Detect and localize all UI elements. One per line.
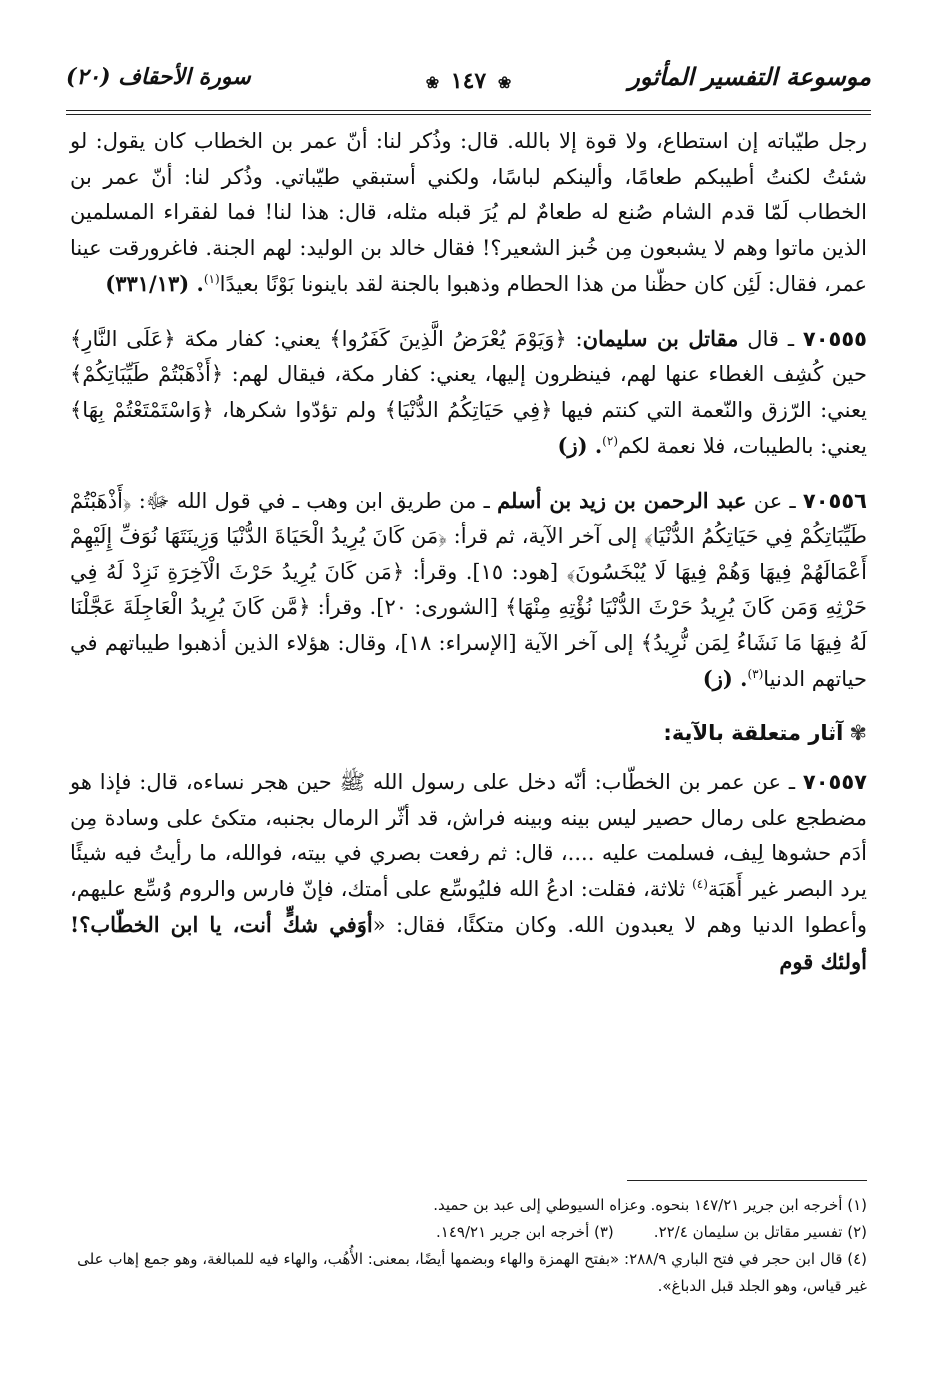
- reference: . (٣٣١/١٣): [105, 271, 204, 296]
- page-number-wrap: [422, 68, 516, 94]
- section-heading: [70, 716, 867, 752]
- footnote-marker: (٣): [747, 667, 764, 681]
- paragraph-text: ـ عن عمر بن الخطّاب: أنّه دخل على رسول الله ﷺ حين هجر نساءه، قال: فإذا هو مضطجع على رمال حصير ليس بينه وبينه فراش، قد أثّر الرمال بجنبه، متكئ على وسادة مِن أدَم حشوها لِيف، فسلمت عليه ....، قال: ثم رفعت بصري في بيته، فوالله، ما رأيتُ فيه شيئًا يرد البصر غير أَهَبَة: [70, 770, 867, 901]
- narration-number: ٧٠٥٥٥: [802, 326, 867, 351]
- narrator-name: عبد الرحمن بن زيد بن أسلم: [497, 487, 747, 513]
- footnote-rule: [627, 1180, 867, 1181]
- footnote-1: (١) أخرجه ابن جرير ١٤٧/٢١ بنحوه. وعزاه السيوطي إلى عبد بن حميد.: [433, 1196, 867, 1214]
- footnotes: [70, 1192, 867, 1300]
- narration-number: ٧٠٥٥٦: [802, 488, 867, 513]
- header-rule: [66, 110, 871, 115]
- paragraph-70556: [70, 483, 867, 698]
- page-header: [66, 62, 871, 110]
- page-number: ١٤٧: [450, 68, 487, 94]
- paragraph-text: : ﴿وَيَوْمَ يُعْرَضُ الَّذِينَ كَفَرُوا﴾ يعني: كفار مكة ﴿عَلَى النَّارِ﴾ حين كُشِف الغطاء عنها لهم، فينظرون إليها، يعني: كفار مكة، فيقال لهم: ﴿أَذْهَبْتُمْ طَيِّبَاتِكُمْ﴾ يعني: الرّزق والنّعمة التي كنتم فيها ﴿فِي حَيَاتِكُمُ الدُّنْيَا﴾ ولم تؤدّوا شكرها، ﴿وَاسْتَمْتَعْتُمْ بِهَا﴾ يعني: بالطيبات، فلا نعمة لكم: [70, 326, 867, 458]
- narration-number: ٧٠٥٥٧: [802, 770, 867, 794]
- footnote-3: (٣) أخرجه ابن جرير ١٤٩/٢١.: [436, 1223, 614, 1241]
- surah-label: سورة الأحقاف (٢٠): [66, 64, 251, 90]
- footnote-marker: (١): [203, 272, 220, 286]
- reference: . (ز): [702, 666, 748, 691]
- footnote-2: (٢) تفسير مقاتل بن سليمان ٢٢/٤.: [653, 1223, 867, 1241]
- spacer: [70, 309, 867, 321]
- paragraph-text: رجل طيّباته إن استطاع، ولا قوة إلا بالله. قال: وذُكر لنا: أنّ عمر بن الخطاب كان يقول: لو شئتُ لكنتُ أطيبكم طعامًا، وألينكم لباسًا، ولكني أستبقي طيّباتي. وذُكر لنا: أنّ عمر بن الخطاب لَمّا قدم الشام صُنع له طعامٌ لم يُرَ قبله مثله، قال: هذا لنا! فما لفقراء المسلمين الذين ماتوا وهم لا يشبعون مِن خُبز الشعير؟! فقال خالد بن الوليد: لهم الجنة. فاغرورقت عينا عمر، فقال: لَئِن كان حظّنا من هذا الحطام وذهبوا بالجنة لقد باينونا بَوْنًا بعيدًا: [70, 129, 867, 296]
- paragraph-text: ـ عن: [746, 488, 803, 513]
- paragraph-text: ـ قال: [738, 326, 803, 351]
- footnote-marker: (٢): [602, 434, 618, 448]
- paragraph-70557: [70, 765, 867, 980]
- section-title: آثار متعلقة بالآية:: [663, 720, 844, 745]
- book-title: موسوعة التفسير المأثور: [628, 62, 871, 91]
- flower-ornament-icon: ✾: [849, 720, 867, 745]
- paragraph-text: ثلاثة، فقلت: ادعُ الله فليُوسِّع على أمتك، فإنّ فارس والروم وُسِّع عليهم، وأعطوا الدنيا وهم لا يعبدون الله. وكان متكئًا، فقال: «: [70, 876, 867, 937]
- spacer: [70, 471, 867, 483]
- main-text: [70, 124, 867, 986]
- narrator-name: مقاتل بن سليمان: [582, 325, 739, 351]
- paragraph-70555: [70, 321, 867, 465]
- reference: . (ز): [557, 433, 603, 458]
- paragraph-1: [70, 124, 867, 303]
- footnote-4: (٤) قال ابن حجر في فتح الباري ٢٨٨/٩: «بفتح الهمزة والهاء وبضمها أيضًا، بمعنى: الأُهُب، والهاء فيه للمبالغة، وهو جمع إهاب على غير قياس، وهو الجلد قبل الدباغ».: [77, 1250, 867, 1295]
- ornament-icon: ❀: [425, 73, 440, 92]
- ornament-icon: ❀: [497, 73, 512, 92]
- paragraph-text: ـ من طريق ابن وهب ـ في قول الله ﷻ: ﴿أَذْهَبْتُمْ طَيِّبَاتِكُمْ فِي حَيَاتِكُمُ الدُّنْيَا﴾ إلى آخر الآية، ثم قرأ: ﴿مَن كَانَ يُرِيدُ الْحَيَاةَ الدُّنْيَا وَزِينَتَهَا نُوَفِّ إِلَيْهِمْ أَعْمَالَهُمْ فِيهَا وَهُمْ فِيهَا لَا يُبْخَسُونَ﴾ [هود: ١٥]. وقرأ: ﴿مَن كَانَ يُرِيدُ حَرْثَ الْآخِرَةِ نَزِدْ لَهُ فِي حَرْثِهِ وَمَن كَانَ يُرِيدُ حَرْثَ الدُّنْيَا نُؤْتِهِ مِنْهَا﴾ [الشورى: ٢٠]. وقرأ: ﴿مَّن كَانَ يُرِيدُ الْعَاجِلَةَ عَجَّلْنَا لَهُ فِيهَا مَا نَشَاءُ لِمَن نُّرِيدُ﴾ إلى آخر الآية [الإسراء: ١٨]، وقال: هؤلاء الذين أذهبوا طيباتهم في حياتهم الدنيا: [70, 488, 868, 691]
- bold-quote: أوَفي شكٍّ أنت، يا ابن الخطّاب؟! أولئك قوم: [70, 912, 867, 974]
- footnote-marker: (٤): [692, 876, 708, 891]
- footnote-row: [70, 1219, 867, 1246]
